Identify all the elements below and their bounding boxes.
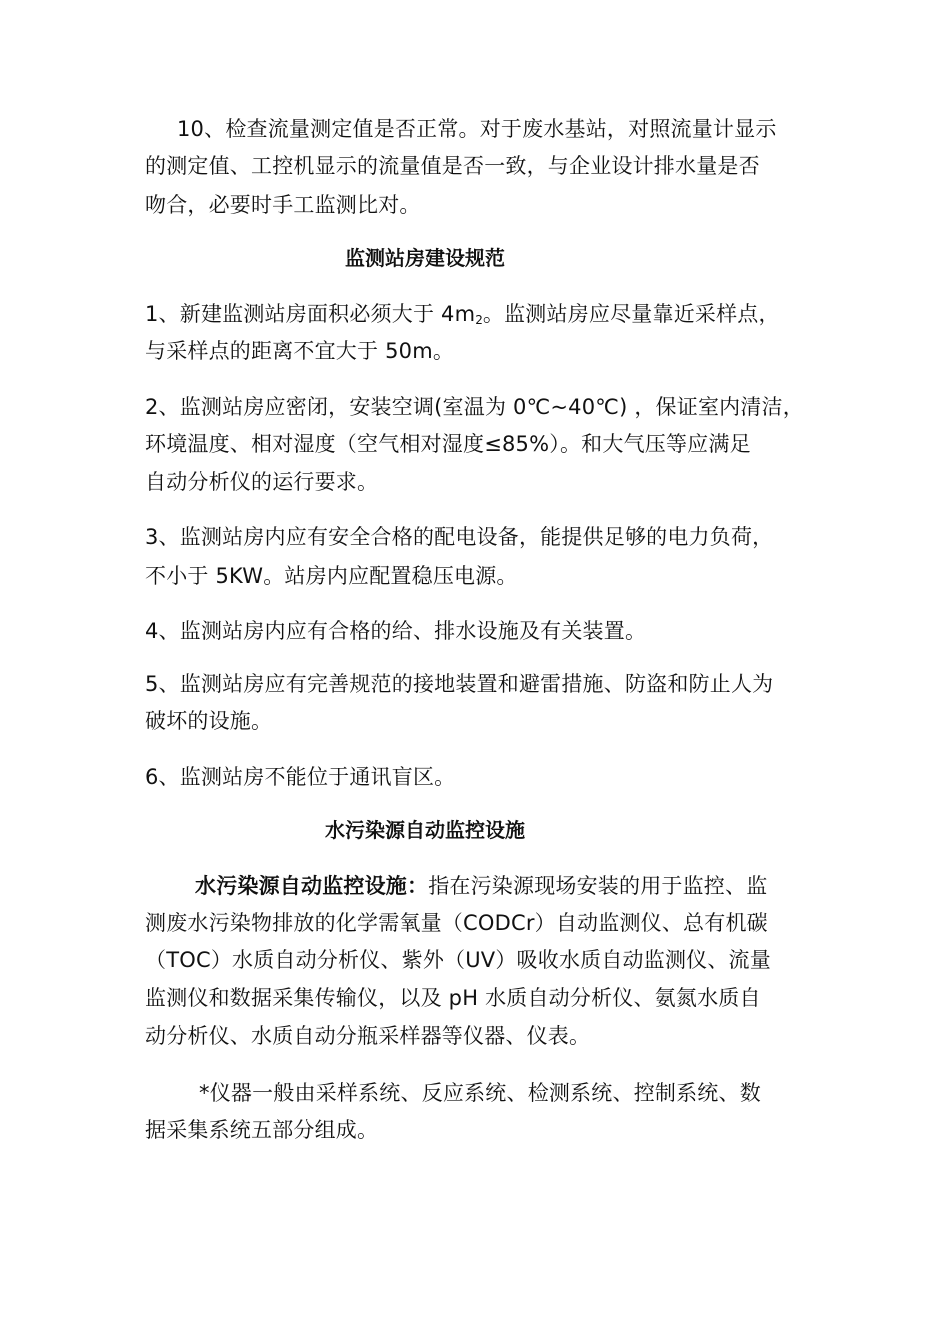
station-item3-line1: 3、监测站房内应有安全合格的配电设备，能提供足够的电力负荷， <box>145 525 774 549</box>
facility-definition-line5: 动分析仪、水质自动分瓶采样器等仪器、仪表。 <box>145 1024 591 1048</box>
facility-note-line2: 据采集系统五部分组成。 <box>145 1118 379 1142</box>
facility-definition-text: 指在污染源现场安装的用于监控、监 <box>428 874 768 898</box>
station-item1-superscript: 2 <box>475 313 483 327</box>
item10-line2: 的测定值、工控机显示的流量值是否一致，与企业设计排水量是否 <box>145 154 760 178</box>
facility-heading: 水污染源自动监控设施 <box>325 818 525 842</box>
item10-line1: 10、检查流量测定值是否正常。对于废水基站，对照流量计显示 <box>177 117 777 141</box>
station-item5-line1: 5、监测站房应有完善规范的接地装置和避雷措施、防盗和防止人为 <box>145 672 774 696</box>
station-item1-text-b: 。监测站房应尽量靠近采样点， <box>482 302 780 326</box>
station-item2-line2: 环境温度、相对湿度（空气相对湿度≤85%）。和大气压等应满足 <box>145 432 751 456</box>
facility-note-line1: *仪器一般由采样系统、反应系统、检测系统、控制系统、数 <box>199 1081 761 1105</box>
station-heading: 监测站房建设规范 <box>345 246 505 270</box>
facility-definition-line3: （TOC）水质自动分析仪、紫外（UV）吸收水质自动监测仪、流量 <box>145 948 771 972</box>
station-item2-line3: 自动分析仪的运行要求。 <box>145 470 379 494</box>
station-item6-line1: 6、监测站房不能位于通讯盲区。 <box>145 765 456 789</box>
facility-definition-line2: 测废水污染物排放的化学需氧量（CODCr）自动监测仪、总有机碳 <box>145 911 768 935</box>
station-item1-text-a: 1、新建监测站房面积必须大于 4m <box>145 302 476 326</box>
station-item5-line2: 破坏的设施。 <box>145 709 273 733</box>
facility-definition-term: 水污染源自动监控设施： <box>195 874 429 898</box>
station-item1-line1 <box>145 301 780 333</box>
station-item4-line1: 4、监测站房内应有合格的给、排水设施及有关装置。 <box>145 619 647 643</box>
station-item2-line1: 2、监测站房应密闭，安装空调(室温为 0℃~40℃) ，保证室内清洁， <box>145 395 804 419</box>
station-item1-line2: 与采样点的距离不宜大于 50m。 <box>145 339 455 363</box>
item10-line3: 吻合，必要时手工监测比对。 <box>145 193 421 217</box>
facility-definition-line4: 监测仪和数据采集传输仪，以及 pH 水质自动分析仪、氨氮水质自 <box>145 986 761 1010</box>
station-item3-line2: 不小于 5KW。站房内应配置稳压电源。 <box>145 564 518 588</box>
facility-definition-line1 <box>195 873 767 899</box>
